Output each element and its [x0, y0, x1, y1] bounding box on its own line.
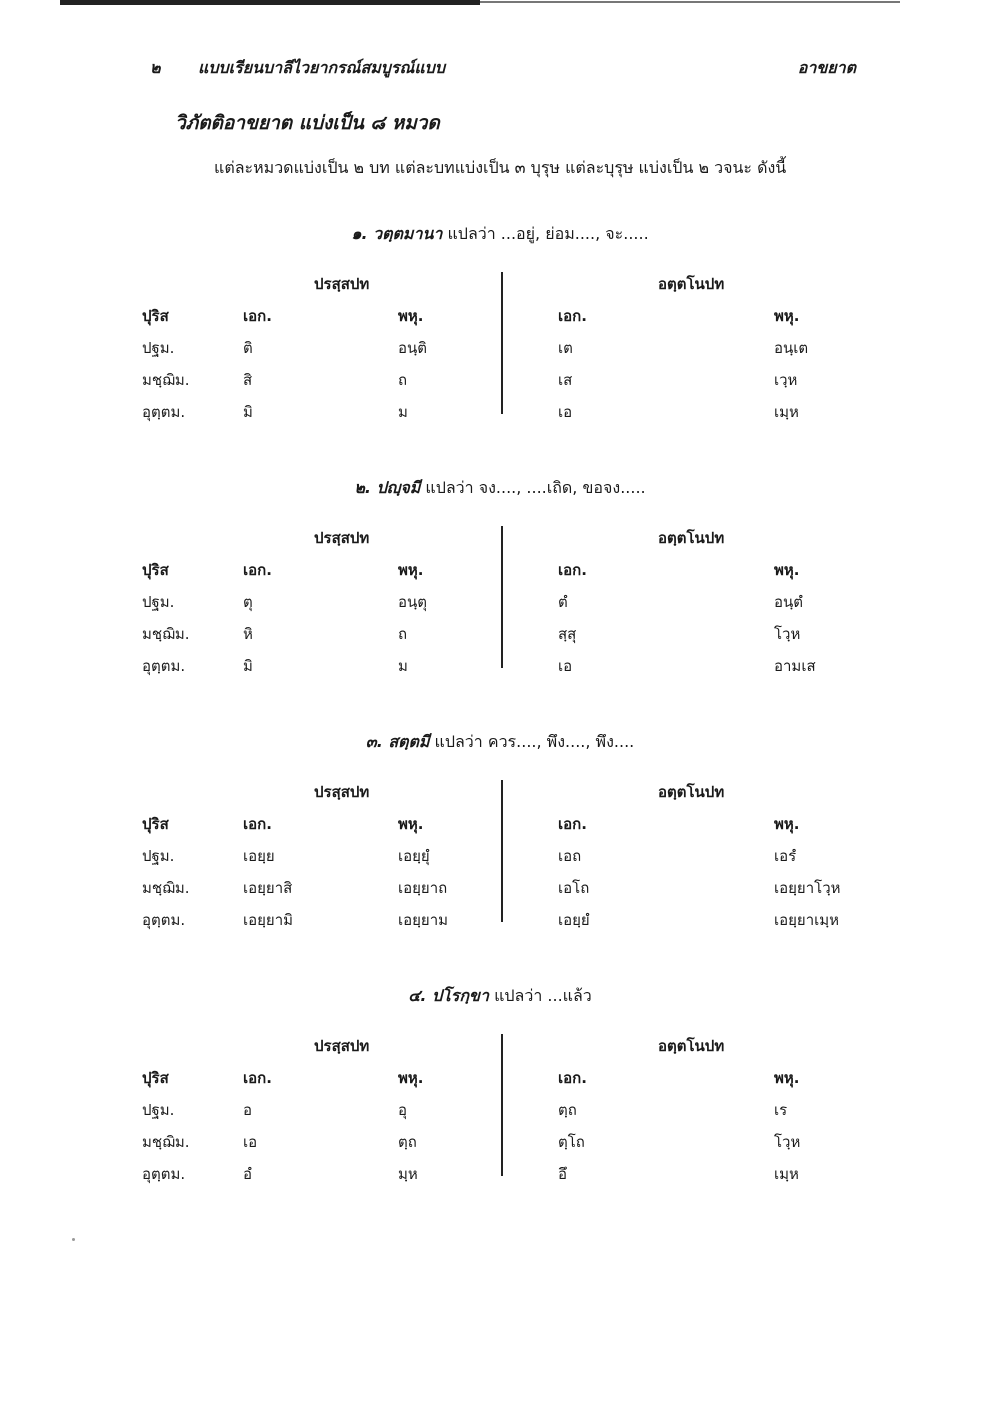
table-cell: มชฺฌิม.: [142, 625, 190, 643]
table-cell: เอรํ: [774, 847, 797, 865]
column-divider: [501, 780, 503, 922]
table-cell: ตุ: [243, 593, 253, 611]
table-cell: มฺห: [398, 1165, 418, 1183]
table-cell: เอ: [558, 403, 573, 421]
section-meaning: แปลว่า จง...., ....เถิด, ขอจง.....: [425, 478, 646, 497]
table-cell: ตํ: [558, 593, 568, 611]
col-header-plural: พหุ.: [398, 307, 424, 325]
table-cell: อนฺตํ: [774, 593, 804, 611]
table-cell: เอยฺย: [243, 847, 275, 865]
page-number: ๒: [150, 58, 161, 77]
section-name: สตฺตมี: [388, 732, 430, 751]
group-head-parassapada: ปรสฺสปท: [314, 783, 370, 801]
col-header-singular: เอก.: [243, 307, 272, 325]
table-cell: ม: [398, 403, 408, 421]
table-cell: มิ: [243, 403, 253, 421]
table-cell: เมฺห: [774, 1165, 799, 1183]
table-cell: อุ: [398, 1101, 408, 1119]
table-cell: ถ: [398, 625, 408, 643]
section-number: ๒.: [354, 478, 371, 497]
table-cell: เอยฺยาเมฺห: [774, 911, 840, 929]
section-name: ปญฺจมี: [376, 478, 421, 497]
table-cell: เอยฺยาโวฺห: [774, 879, 841, 897]
col-header-singular: เอก.: [558, 815, 587, 833]
col-header-person: ปุริส: [142, 1069, 169, 1087]
chapter-title: อาขยาต: [797, 58, 856, 77]
col-header-plural: พหุ.: [398, 815, 424, 833]
section-name: ปโรกฺขา: [432, 986, 489, 1005]
section-title: [0, 476, 1000, 501]
table-cell: มชฺฌิม.: [142, 1133, 190, 1151]
table-cell: เต: [558, 339, 573, 357]
section-title: [0, 730, 1000, 755]
table-cell: โวฺห: [774, 625, 801, 643]
table-cell: ติ: [243, 339, 253, 357]
table-cell: ปฐม.: [142, 847, 175, 865]
table-cell: สฺสุ: [558, 625, 577, 643]
col-header-plural: พหุ.: [774, 1069, 800, 1087]
section-sattami: [0, 730, 1000, 929]
table-cell: เอยฺยํ: [558, 911, 590, 929]
column-divider: [501, 526, 503, 668]
section-pancami: [0, 476, 1000, 675]
group-head-parassapada: ปรสฺสปท: [314, 529, 370, 547]
table-cell: อํ: [243, 1165, 253, 1183]
book-title: แบบเรียนบาลีไวยากรณ์สมบูรณ์แบบ: [198, 58, 445, 77]
table-cell: อุตฺตม.: [142, 1165, 186, 1183]
col-header-singular: เอก.: [243, 1069, 272, 1087]
table-cell: ตฺถ: [558, 1101, 577, 1119]
table-cell: เอโถ: [558, 879, 590, 897]
scan-speck: [72, 1238, 75, 1241]
col-header-singular: เอก.: [558, 1069, 587, 1087]
group-head-attanopada: อตฺตโนปท: [658, 275, 725, 293]
table-cell: อุตฺตม.: [142, 403, 186, 421]
group-head-parassapada: ปรสฺสปท: [314, 275, 370, 293]
intro-text: แต่ละหมวดแบ่งเป็น ๒ บท แต่ละบทแบ่งเป็น ๓ บุรุษ แต่ละบุรุษ แบ่งเป็น ๒ วจนะ ดังนี้: [214, 158, 787, 177]
table-cell: ม: [398, 657, 408, 675]
section-number: ๓.: [365, 732, 383, 751]
col-header-plural: พหุ.: [398, 561, 424, 579]
table-cell: ปฐม.: [142, 1101, 175, 1119]
group-head-attanopada: อตฺตโนปท: [658, 783, 725, 801]
column-divider: [501, 1034, 503, 1176]
col-header-plural: พหุ.: [774, 815, 800, 833]
section-vattamana: [0, 222, 1000, 421]
table-cell: หิ: [243, 625, 253, 643]
table-cell: เส: [558, 371, 573, 389]
group-head-attanopada: อตฺตโนปท: [658, 529, 725, 547]
col-header-singular: เอก.: [558, 561, 587, 579]
section-name: วตฺตมานา: [373, 224, 443, 243]
col-header-plural: พหุ.: [398, 1069, 424, 1087]
table-cell: อนฺตุ: [398, 593, 428, 611]
table-cell: อึ: [558, 1165, 568, 1183]
table-cell: เมฺห: [774, 403, 799, 421]
table-cell: ตฺโถ: [558, 1133, 585, 1151]
table-cell: มชฺฌิม.: [142, 371, 190, 389]
table-cell: อุตฺตม.: [142, 657, 186, 675]
scan-edge-line: [480, 1, 900, 3]
table-cell: เวฺห: [774, 371, 798, 389]
group-head-parassapada: ปรสฺสปท: [314, 1037, 370, 1055]
table-cell: มชฺฌิม.: [142, 879, 190, 897]
table-cell: อุตฺตม.: [142, 911, 186, 929]
table-cell: เอ: [243, 1133, 258, 1151]
main-heading: วิภัตติอาขยาต แบ่งเป็น ๘ หมวด: [175, 112, 440, 134]
table-cell: อนฺเต: [774, 339, 809, 357]
table-cell: อ: [243, 1101, 253, 1119]
page-header: [150, 56, 856, 82]
table-cell: ปฐม.: [142, 339, 175, 357]
table-cell: เอยฺยามิ: [243, 911, 294, 929]
table-cell: เอถ: [558, 847, 582, 865]
col-header-person: ปุริส: [142, 561, 169, 579]
table-cell: เร: [774, 1101, 788, 1119]
col-header-plural: พหุ.: [774, 307, 800, 325]
table-cell: เอยฺยุํ: [398, 847, 430, 865]
table-cell: เอ: [558, 657, 573, 675]
group-head-attanopada: อตฺตโนปท: [658, 1037, 725, 1055]
col-header-singular: เอก.: [558, 307, 587, 325]
table-cell: โวฺห: [774, 1133, 801, 1151]
col-header-person: ปุริส: [142, 815, 169, 833]
section-title: [0, 984, 1000, 1009]
col-header-person: ปุริส: [142, 307, 169, 325]
section-parokkha: [0, 984, 1000, 1183]
column-divider: [501, 272, 503, 414]
section-number: ๑.: [351, 224, 368, 243]
col-header-plural: พหุ.: [774, 561, 800, 579]
scan-edge-bar: [60, 0, 480, 5]
section-number: ๔.: [408, 986, 427, 1005]
section-meaning: แปลว่า ...อยู่, ย่อม...., จะ.....: [447, 224, 649, 243]
table-cell: เอยฺยาสิ: [243, 879, 293, 897]
table-cell: ตฺถ: [398, 1133, 417, 1151]
table-cell: มิ: [243, 657, 253, 675]
table-cell: อามเส: [774, 657, 816, 675]
section-meaning: แปลว่า ควร...., พึง...., พึง....: [434, 732, 635, 751]
table-cell: เอยฺยาถ: [398, 879, 448, 897]
table-cell: สิ: [243, 371, 253, 389]
section-title: [0, 222, 1000, 247]
section-meaning: แปลว่า ...แล้ว: [494, 986, 592, 1005]
table-cell: เอยฺยาม: [398, 911, 449, 929]
table-cell: อนฺติ: [398, 339, 428, 357]
table-cell: ปฐม.: [142, 593, 175, 611]
col-header-singular: เอก.: [243, 561, 272, 579]
col-header-singular: เอก.: [243, 815, 272, 833]
table-cell: ถ: [398, 371, 408, 389]
